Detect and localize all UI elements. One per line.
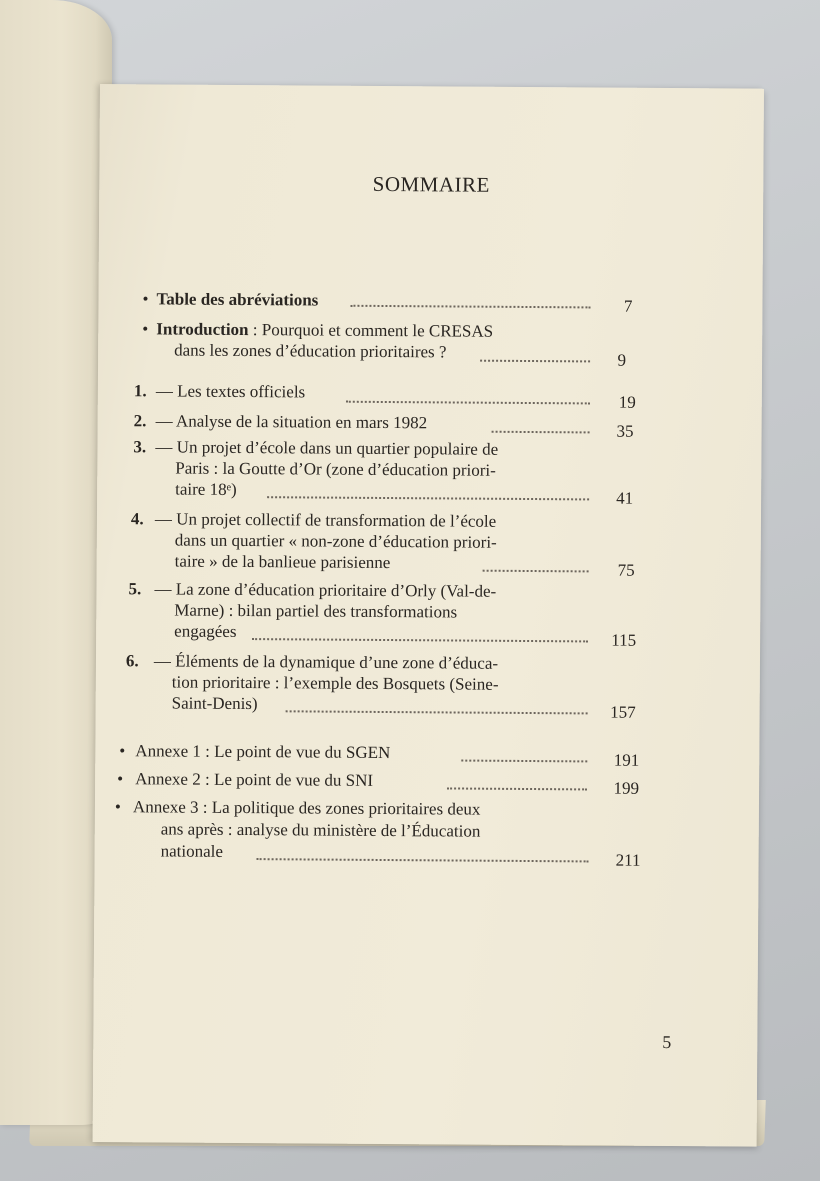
entry-text: : Pourquoi et comment le CRESAS bbox=[248, 320, 494, 341]
entry-line-3: taire » de la banlieue parisienne bbox=[174, 551, 391, 573]
page-number: 35 bbox=[616, 421, 634, 441]
toc-entry-introduction bbox=[98, 318, 762, 370]
toc-entry-abbreviations bbox=[99, 288, 763, 316]
entry-line-1: — Un projet collectif de transformation de l’école bbox=[154, 509, 497, 531]
entry-line-3: taire 18ᵉ) bbox=[175, 479, 237, 499]
page-title: SOMMAIRE bbox=[372, 171, 490, 197]
entry-line-2: tion prioritaire : l’exemple des Bosquets (Seine- bbox=[171, 672, 499, 694]
dot-leader bbox=[483, 569, 589, 573]
page-number: 19 bbox=[618, 392, 636, 412]
dot-leader bbox=[267, 495, 589, 500]
entry-line-2: ans après : analyse du ministère de l’Éducation bbox=[160, 819, 481, 841]
dot-leader bbox=[461, 759, 587, 763]
toc-entry-chapter-6 bbox=[96, 650, 760, 722]
chapter-number: 1. bbox=[133, 381, 147, 401]
chapter-number: 5. bbox=[128, 579, 142, 599]
page-number: 211 bbox=[615, 850, 641, 870]
bullet: • bbox=[114, 797, 121, 817]
book-page bbox=[93, 84, 764, 1147]
entry-line-3: nationale bbox=[160, 841, 224, 861]
bullet: • bbox=[119, 741, 126, 761]
dot-leader bbox=[492, 430, 590, 434]
toc-entry-chapter-4 bbox=[97, 508, 761, 580]
dot-leader bbox=[480, 359, 590, 363]
entry-line-1: Annexe 2 : Le point de vue du SNI bbox=[135, 769, 374, 790]
entry-line-1: — Éléments de la dynamique d’une zone d’éduca- bbox=[153, 651, 499, 673]
bullet: • bbox=[142, 319, 149, 339]
bullet: • bbox=[142, 289, 149, 309]
bullet: • bbox=[117, 769, 124, 789]
toc-entry-chapter-3 bbox=[98, 436, 762, 508]
page-number: 41 bbox=[616, 488, 634, 508]
entry-line-1: Annexe 1 : Le point de vue du SGEN bbox=[135, 741, 391, 763]
toc-entry-chapter-1 bbox=[98, 380, 762, 412]
dot-leader bbox=[252, 637, 588, 642]
toc-entry-annexe-3 bbox=[95, 796, 759, 870]
toc-entry-chapter-2 bbox=[98, 410, 762, 441]
page-number: 157 bbox=[610, 702, 636, 722]
entry-line-1: — Les textes officiels bbox=[155, 381, 306, 402]
dot-leader bbox=[286, 709, 588, 714]
page-number: 115 bbox=[611, 630, 637, 650]
entry-label: Introduction bbox=[156, 319, 249, 340]
toc-entry-annexe-2 bbox=[95, 768, 759, 798]
toc-entry-chapter-5 bbox=[97, 578, 761, 650]
chapter-number: 4. bbox=[130, 509, 144, 529]
entry-line-3: Saint-Denis) bbox=[171, 693, 258, 714]
dot-leader bbox=[447, 786, 587, 790]
toc-entry-annexe-1 bbox=[95, 740, 759, 770]
table-of-contents bbox=[93, 84, 764, 1147]
page-number: 199 bbox=[613, 778, 640, 798]
entry-line-2: dans les zones d’éducation prioritaires ? bbox=[174, 340, 447, 362]
page-number: 9 bbox=[617, 350, 627, 370]
entry-line-1: — La zone d’éducation prioritaire d’Orly (Val-de- bbox=[154, 579, 497, 601]
entry-line-2: Paris : la Goutte d’Or (zone d’éducation priori- bbox=[175, 458, 496, 480]
entry-line-2: dans un quartier « non-zone d’éducation priori- bbox=[174, 530, 497, 552]
page-number: 75 bbox=[617, 560, 635, 580]
entry-line-1: — Un projet d’école dans un quartier populaire de bbox=[155, 437, 499, 459]
dot-leader bbox=[346, 400, 590, 405]
chapter-number: 6. bbox=[125, 651, 139, 671]
entry-line-1: — Analyse de la situation en mars 1982 bbox=[155, 411, 428, 433]
chapter-number: 3. bbox=[133, 437, 147, 457]
entry-label: Table des abréviations bbox=[156, 289, 319, 310]
page-number: 7 bbox=[623, 296, 633, 316]
entry-line-2: Marne) : bilan partiel des transformations bbox=[174, 600, 458, 622]
folio-page-number: 5 bbox=[662, 1031, 672, 1053]
entry-line-3: engagées bbox=[174, 621, 237, 641]
dot-leader bbox=[257, 857, 589, 862]
dot-leader bbox=[350, 304, 590, 309]
page-number: 191 bbox=[613, 750, 640, 770]
chapter-number: 2. bbox=[133, 411, 147, 431]
entry-line-1: Annexe 3 : La politique des zones prioritaires deux bbox=[132, 797, 481, 819]
